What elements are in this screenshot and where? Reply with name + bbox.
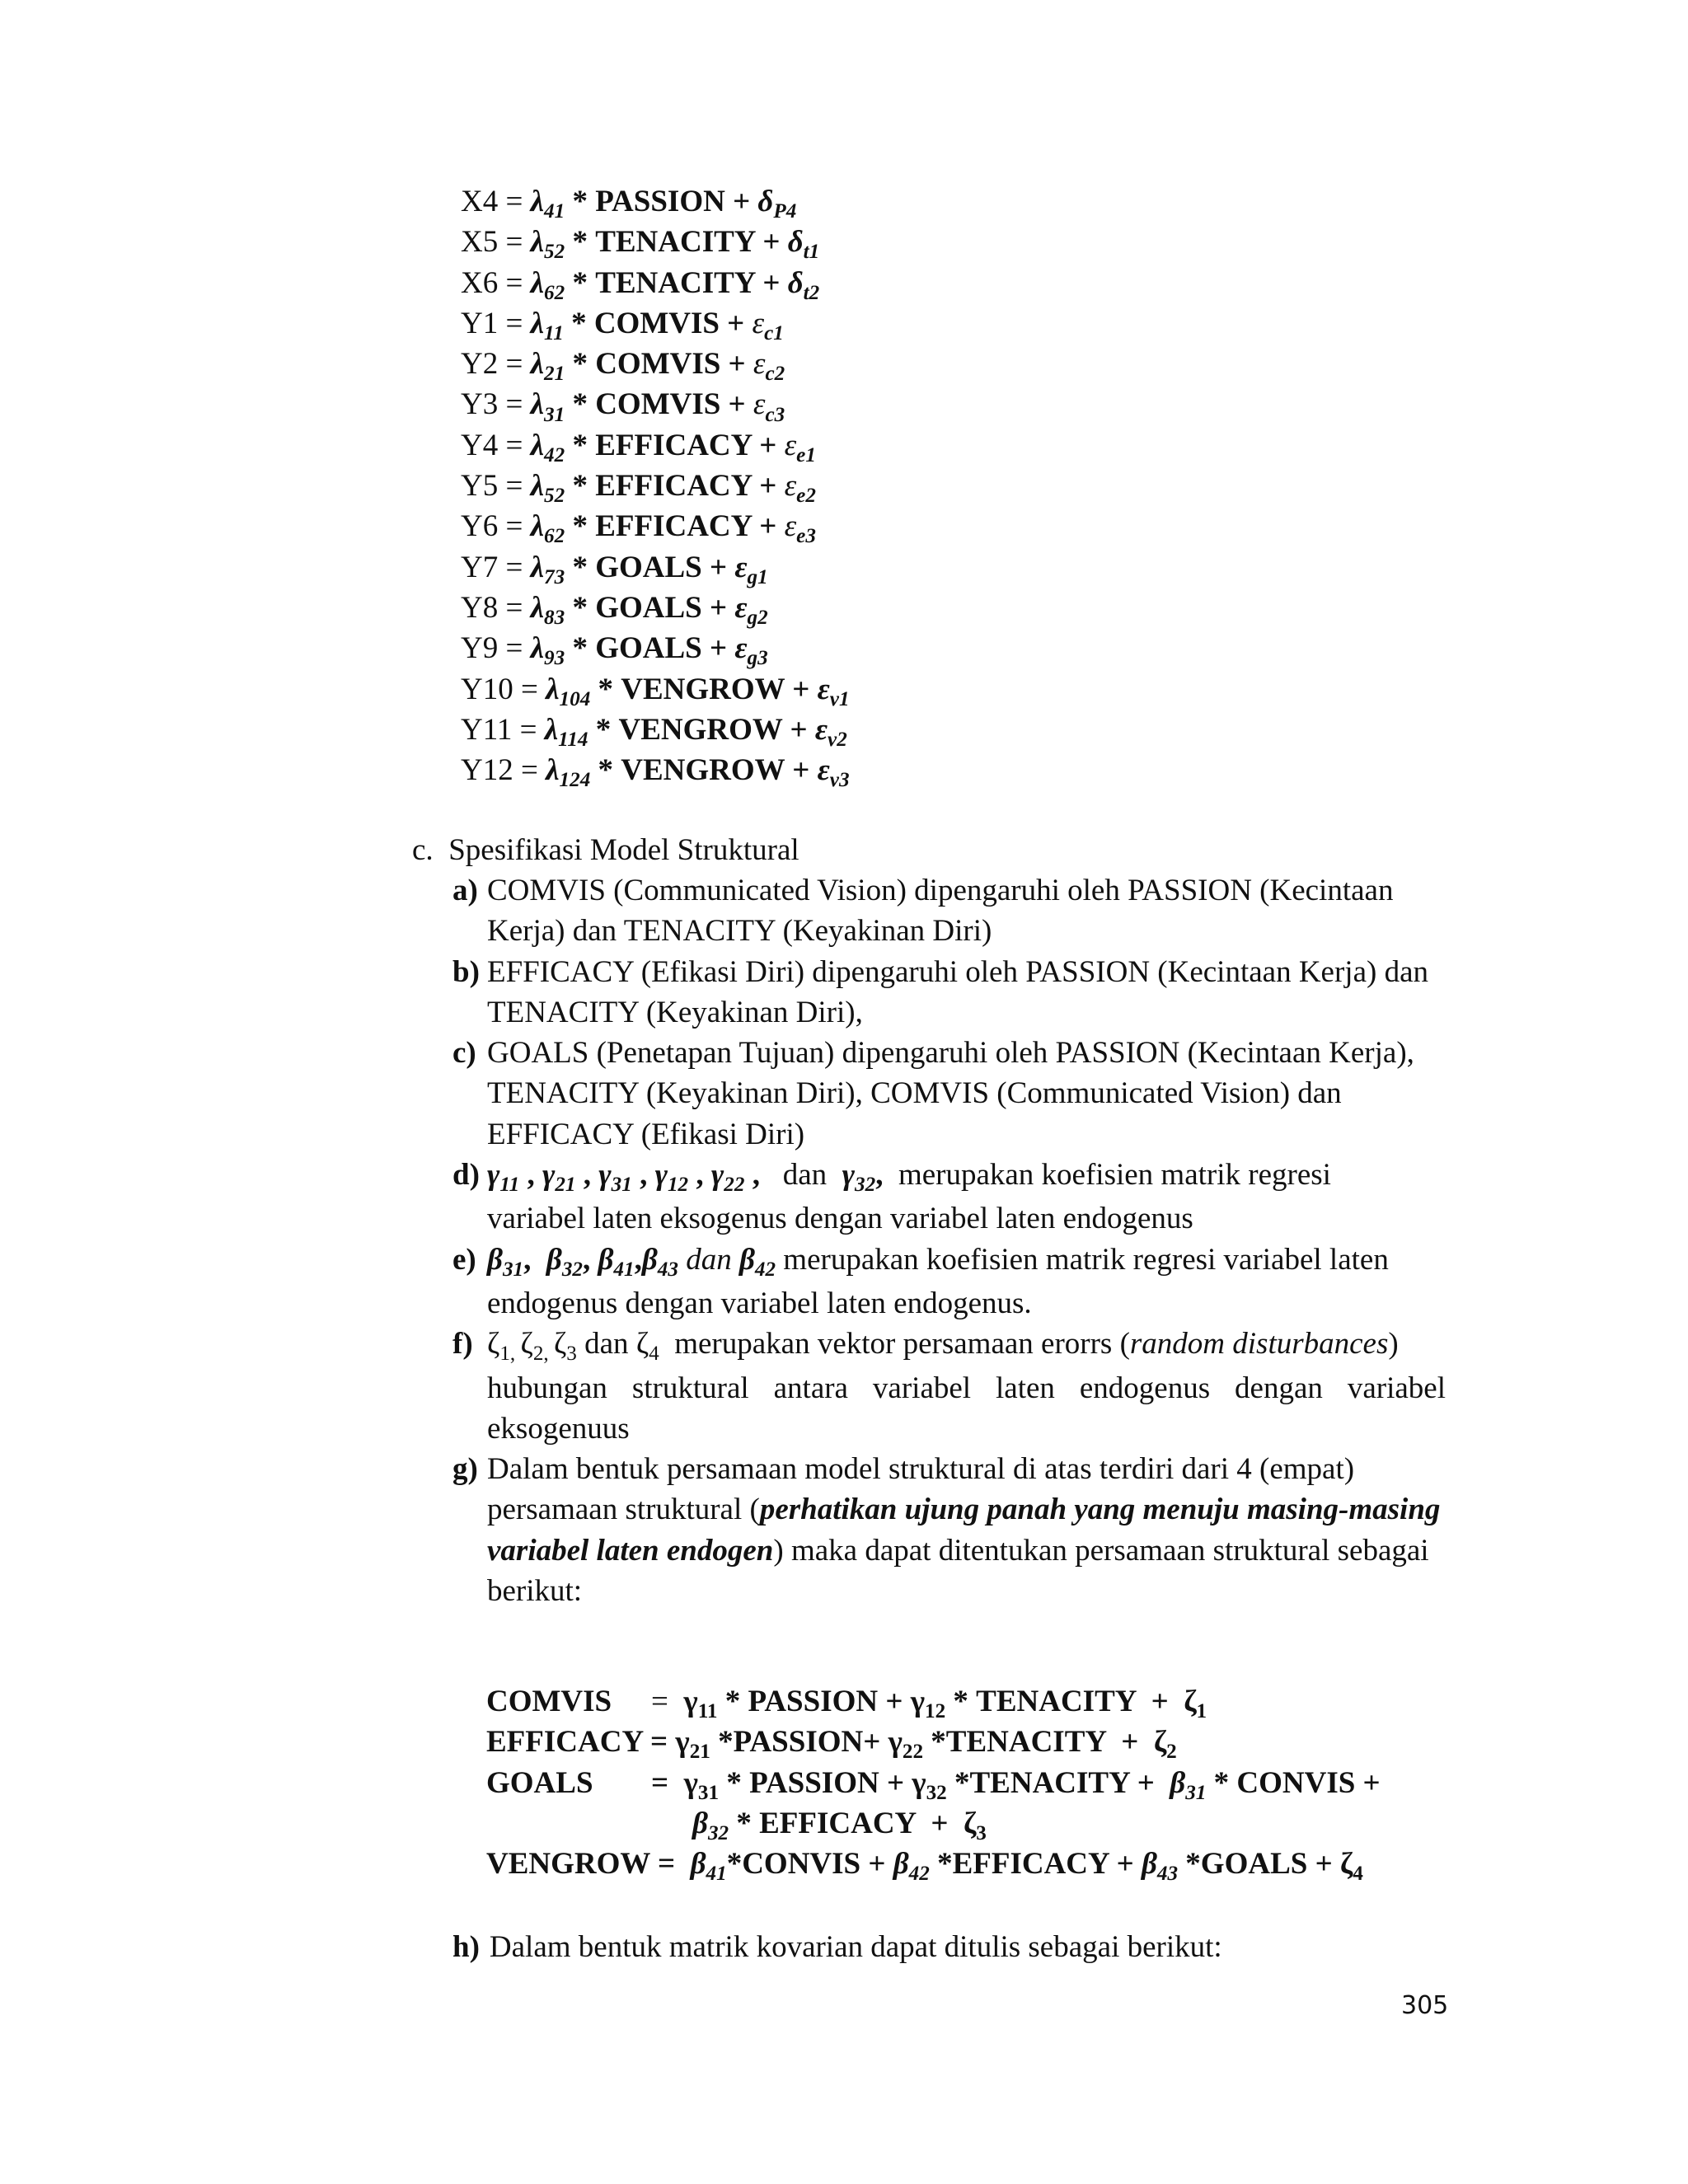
measurement-equation: $Y1 = \lambda_{11}$ * COMVIS + $\varepsilon_{c1}$: [461, 306, 784, 344]
list-item-label: b): [452, 954, 480, 989]
list-item-label: h): [452, 1930, 480, 1964]
measurement-equation: $Y4 = \lambda_{42}$ * EFFICACY + $\varepsilon_{e1}$: [461, 428, 816, 466]
measurement-equation: $Y5 = \lambda_{52}$ * EFFICACY + $\varepsilon_{e2}$: [461, 469, 816, 508]
measurement-equation: $Y9 = \lambda_{93}$ * GOALS + $\varepsilon_{g3}$: [461, 631, 768, 670]
gamma-coefficient-line: $\gamma_{11}$ , $\gamma_{21}$ , $\gamma_{31}$ , $\gamma_{12}$ , $\gamma_{22}$ , dan $\gamma_{32}$, merupakan koefisien matrik regresi: [487, 1158, 1331, 1197]
list-item-label: d): [452, 1158, 480, 1193]
measurement-equation: $Y11 = \lambda_{114}$ * VENGROW + $\varepsilon_{v2}$: [461, 712, 847, 751]
document-page: $X4 = \lambda_{41}$ * PASSION + $\delta_{P4}$ $X5 = \lambda_{52}$ * TENACITY + $\delta_{t1}$ $X6 = \lambda_{62}$ * TENACITY + $\delta_{t2}$ $Y1 = \lambda_{11}$ * COMVIS + $\varepsilon_{c1}$ $Y2 = \lambda_{21}$ * COMVIS + $\varepsilon_{c2}$ $Y3 = \lambda_{31}$ * COMVIS + $\varepsilon_{c3}$ $Y4 = \lambda_{42}$ * EFFICACY + $\varepsilon_{e1}$ $Y5 = \lambda_{52}$ * EFFICACY + $\varepsilon_{e2}$ $Y6 = \lambda_{62}$ * EFFICACY + $\varepsilon_{e3}$ $Y7 = \lambda_{73}$ * GOALS + $\varepsilon_{g1}$ $Y8 = \lambda_{83}$ * GOALS + $\varepsilon_{g2}$ $Y9 = \lambda_{93}$ * GOALS + $\varepsilon_{g3}$ $Y10 = \lambda_{104}$ * VENGROW + $\varepsilon_{v1}$ $Y11 = \lambda_{114}$ * VENGROW + $\varepsilon_{v2}$ $Y12 = \lambda_{124}$ * VENGROW + $\varepsilon_{v3}$ c. Spesifikasi Model Struktural a) COMVIS (Communicated Vision) dipengaruhi oleh PASSION (Kecintaan Kerja) dan TENACITY (Keyakinan Diri) b) EFFICACY (Efikasi Diri) dipengaruhi oleh PASSION (Kecintaan Kerja) dan TENACITY (Keyakinan Diri), c) GOALS (Penetapan Tujuan) dipengaruhi oleh PASSION (Kecintaan Kerja), TENACITY (Keyakinan Diri), COMVIS (Communicated Vision) dan EFFICACY (Efikasi Diri) d) $\gamma_{11}$ , $\gamma_{21}$ , $\gamma_{31}$ , $\gamma_{12}$ , $\gamma_{22}$ , dan $\gamma_{32}$, merupakan koefisien matrik regresi variabel laten eksogenus dengan variabel laten endogenus e) $\beta_{31}$, $\beta_{32}$, $\beta_{41},\beta_{43}$ dan $\beta_{42}$ merupakan koefisien matrik regresi variabel laten endogenus dengan variabel laten endogenus. f) $\zeta_{1,}$ $\zeta_{2,}$ $\zeta_3$ dan $\zeta_4$ merupakan vektor persamaan erorrs (random disturbances) hubungan struktural antara variabel laten endogenus dengan variabel eksogenuus g) Dalam bentuk persamaan model struktural di atas terdiri dari 4 (empat) persamaan struktural (perhatikan ujung panah yang menuju masing-masing variabel laten endogen) maka dapat ditentukan persamaan struktural sebagai berikut: COMVIS = $\gamma_{11}$ * PASSION + $\gamma_{12}$ * TENACITY + $\zeta_1$ EFFICACY = $\gamma_{21}$ *PASSION+ $\gamma_{22}$ *TENACITY + $\zeta_2$ GOALS = $\gamma_{31}$ * PASSION + $\gamma_{32}$ *TENACITY + $\beta_{31}$ * CONVIS + $\beta_{32}$ * EFFICACY + $\zeta_3$ VENGROW = $\beta_{41}*CONVIS + \beta_{42}$ *EFFICACY + $\beta_{43}$ *GOALS + $\zeta_4$ h) Dalam bentuk matrik kovarian dapat ditulis sebagai berikut: 305: [0, 0, 1688, 2184]
measurement-equation: $Y2 = \lambda_{21}$ * COMVIS + $\varepsilon_{c2}$: [461, 347, 785, 386]
measurement-equation: $Y6 = \lambda_{62}$ * EFFICACY + $\varepsilon_{e3}$: [461, 509, 816, 548]
list-item-d: d) $\gamma_{11}$ , $\gamma_{21}$ , $\gamma_{31}$ , $\gamma_{12}$ , $\gamma_{22}$ , dan $\gamma_{32}$, merupakan koefisien matrik regresi variabel laten eksogenus dengan variabel laten endogenus: [452, 1155, 1446, 1240]
page-number: 305: [1401, 1991, 1449, 2020]
measurement-equation: $Y7 = \lambda_{73}$ * GOALS + $\varepsilon_{g1}$: [461, 550, 768, 588]
measurement-equation: $Y12 = \lambda_{124}$ * VENGROW + $\varepsilon_{v3}$: [461, 753, 850, 792]
measurement-equation: $X6 = \lambda_{62}$ * TENACITY + $\delta_{t2}$: [461, 265, 820, 304]
list-item-h: h) Dalam bentuk matrik kovarian dapat ditulis sebagai berikut:: [452, 1930, 1222, 1964]
measurement-equation: $X5 = \lambda_{52}$ * TENACITY + $\delta_{t1}$: [461, 225, 820, 264]
list-item-label: f): [452, 1327, 473, 1361]
measurement-equation: $Y3 = \lambda_{31}$ * COMVIS + $\varepsilon_{c3}$: [461, 387, 785, 426]
list-item-a: a) COMVIS (Communicated Vision) dipengaruhi oleh PASSION (Kecintaan Kerja) dan TENACITY (Keyakinan Diri): [452, 870, 1446, 952]
measurement-equation: $Y8 = \lambda_{83}$ * GOALS + $\varepsilon_{g2}$: [461, 590, 768, 630]
list-item-g: g) Dalam bentuk persamaan model struktural di atas terdiri dari 4 (empat) persamaan struktural (perhatikan ujung panah yang menuju masing-masing variabel laten endogen) maka dapat ditentukan persamaan struktural sebagai berikut:: [452, 1449, 1446, 1611]
zeta-vector-line: $\zeta_{1,}$ $\zeta_{2,}$ $\zeta_3$ dan $\zeta_4$ merupakan vektor persamaan erorrs (random disturbances): [487, 1327, 1399, 1366]
measurement-equations: [461, 181, 850, 790]
list-item-f: f) $\zeta_{1,}$ $\zeta_{2,}$ $\zeta_3$ dan $\zeta_4$ merupakan vektor persamaan erorrs (random disturbances) hubungan struktural antara variabel laten endogenus dengan variabel eksogenuus: [452, 1324, 1446, 1449]
list-item-b: b) EFFICACY (Efikasi Diri) dipengaruhi oleh PASSION (Kecintaan Kerja) dan TENACITY (Keyakinan Diri),: [452, 952, 1446, 1033]
list-item-label: g): [452, 1452, 478, 1487]
list-item-label: a): [452, 874, 478, 907]
measurement-equation: $Y10 = \lambda_{104}$ * VENGROW + $\varepsilon_{v1}$: [461, 672, 850, 710]
structural-spec-list: [452, 870, 1446, 1611]
beta-coefficient-line: $\beta_{31}$, $\beta_{32}$, $\beta_{41},\beta_{43}$ dan $\beta_{42}$ merupakan koefisien matrik regresi variabel laten: [487, 1242, 1389, 1281]
measurement-equation: $X4 = \lambda_{41}$ * PASSION + $\delta_{P4}$: [461, 185, 797, 223]
section-title: Spesifikasi Model Struktural: [448, 833, 799, 867]
list-item-e: e) $\beta_{31}$, $\beta_{32}$, $\beta_{41},\beta_{43}$ dan $\beta_{42}$ merupakan koefisien matrik regresi variabel laten endogenus dengan variabel laten endogenus.: [452, 1240, 1446, 1324]
list-item-label: e): [452, 1242, 476, 1277]
list-item-c: c) GOALS (Penetapan Tujuan) dipengaruhi oleh PASSION (Kecintaan Kerja), TENACITY (Keyakinan Diri), COMVIS (Communicated Vision) dan EFFICACY (Efikasi Diri): [452, 1033, 1446, 1155]
section-label: c.: [412, 833, 434, 867]
section-heading: [412, 830, 799, 870]
list-item-label: c): [452, 1036, 476, 1071]
